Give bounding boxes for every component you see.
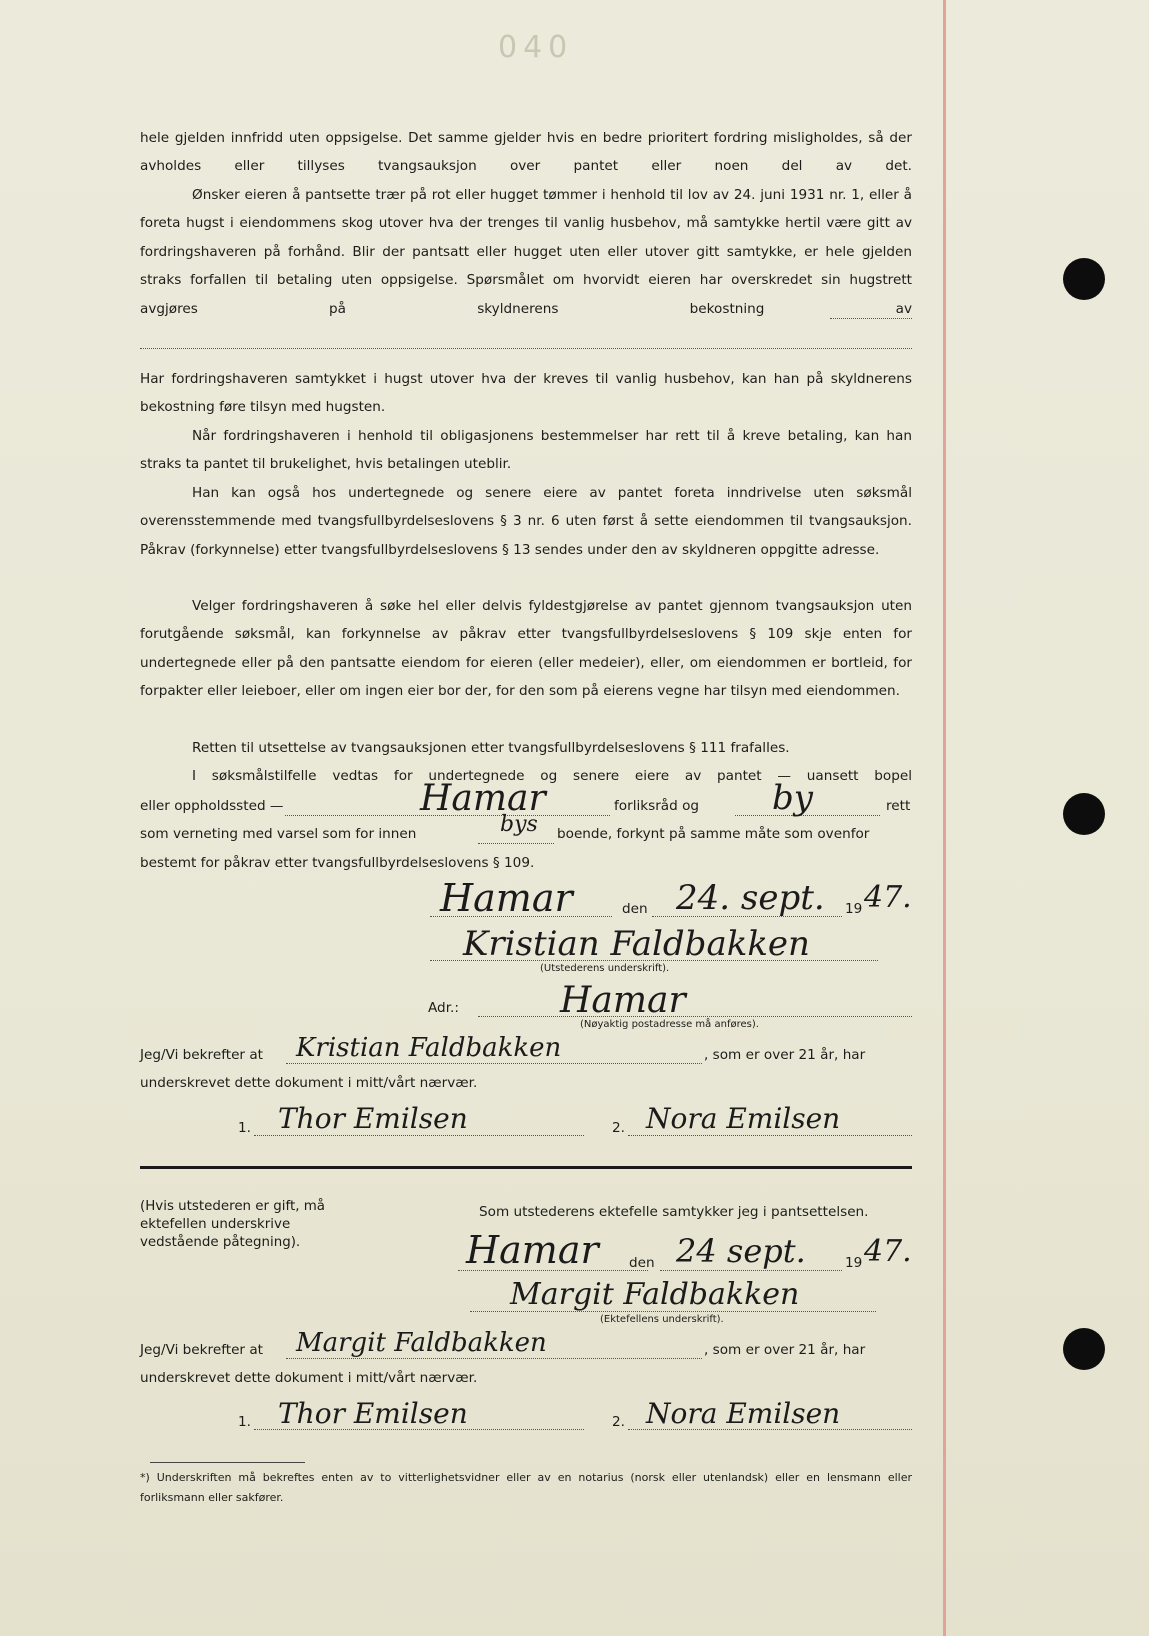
footnote: *) Underskriften må bekreftes enten av to vitterlighetsvidner eller av en notarius (norsk eller utenlandsk) eller en lensmann eller forliksmann eller sakfører. xyxy=(140,1471,912,1504)
spouse-year-prefix: 19 xyxy=(845,1255,863,1271)
witness1-name-handwriting: Kristian Faldbakken xyxy=(296,1033,562,1063)
dotted-fill-line xyxy=(660,1270,842,1271)
witness2-w2-handwriting: Nora Emilsen xyxy=(646,1397,841,1430)
punch-hole-icon xyxy=(1063,1328,1105,1370)
clause-supervision xyxy=(140,365,912,422)
venue-suffix: rett xyxy=(886,798,911,814)
venue-within-handwriting: bys xyxy=(500,812,538,837)
punch-hole-icon xyxy=(1063,258,1105,300)
paragraph: Retten til utsettelse av tvangsauksjonen etter tvangsfullbyrdelseslovens § 111 frafalles. xyxy=(192,740,790,756)
witness2-line2: underskrevet dette dokument i mitt/vårt nærvær. xyxy=(140,1370,478,1386)
witness2-w1-handwriting: Thor Emilsen xyxy=(278,1397,468,1430)
issuer-signature-caption: (Utstederens underskrift). xyxy=(540,963,670,974)
paragraph: Ønsker eieren å pantsette trær på rot eller hugget tømmer i henhold til lov av 24. juni 1931 nr. 1, eller å foreta hugst i eiendommens skog utover hva der trenges til vanlig husbehov, må samtykke hertil være gitt av fordringshaveren på forhånd. Blir der pantsatt eller hugget uten eller utover gitt samtykke, er hele gjelden straks forfallen til betaling uten oppsigelse. Spørsmålet om hvorvidt eieren har overskredet sin hugstrett avgjøres på skyldnerens bekostning av xyxy=(140,187,912,317)
spouse-place-handwriting: Hamar xyxy=(466,1228,599,1272)
witness1-n1: 1. xyxy=(238,1120,251,1136)
issuer-signature-handwriting: Kristian Faldbakken xyxy=(463,924,810,964)
venue-line2-a: som verneting med varsel som for innen xyxy=(140,826,417,842)
dotted-fill-line xyxy=(478,843,554,844)
spouse-date-handwriting: 24 sept. xyxy=(676,1232,806,1270)
witness2-n1: 1. xyxy=(238,1414,251,1430)
issuer-date-handwriting: 24. sept. xyxy=(676,878,825,918)
spouse-side-note: (Hvis utstederen er gift, må ektefellen underskrive vedstående påtegning). xyxy=(140,1199,326,1250)
dotted-fill-line xyxy=(830,318,912,319)
witness2-n2: 2. xyxy=(612,1414,625,1430)
paragraph: Velger fordringshaveren å søke hel eller delvis fyldestgjørelse av pantet gjennom tvangsauksjon uten forutgående søksmål, kan forkynnelse av påkrav etter tvangsfullbyrdelseslovens § 109 skje enten for undertegnede eller på den pantsatte eiendom for eieren (eller medeier), eller, om eiendommen er bortleid, for forpakter eller leieboer, eller om ingen eier bor der, for den som på eierens vegne har tilsyn med eiendommen. xyxy=(140,598,912,700)
paragraph: Har fordringshaveren samtykket i hugst utover hva der kreves til vanlig husbehov, kan han på skyldnerens bekostning føre tilsyn med hugsten. xyxy=(140,371,912,416)
punch-hole-icon xyxy=(1063,793,1105,835)
spouse-den: den xyxy=(629,1255,655,1271)
clause-default xyxy=(140,124,912,181)
witness2-suffix: , som er over 21 år, har xyxy=(704,1342,866,1358)
spouse-year-handwriting: 47. xyxy=(864,1234,912,1269)
dotted-fill-line xyxy=(140,348,912,349)
witness1-suffix: , som er over 21 år, har xyxy=(704,1047,866,1063)
paragraph: Når fordringshaveren i henhold til obligasjonens bestemmelser har rett til å kreve betaling, kan han straks ta pantet til brukelighet, hvis betalingen uteblir. xyxy=(140,428,912,473)
spouse-signature-caption: (Ektefellens underskrift). xyxy=(600,1314,724,1325)
margin-line xyxy=(943,0,946,1636)
clause-auction xyxy=(140,592,912,706)
spouse-signature-handwriting: Margit Faldbakken xyxy=(510,1277,800,1312)
venue-line2-b: boende, forkynt på samme måte som ovenfor xyxy=(557,826,870,842)
venue-line3: bestemt for påkrav etter tvangsfullbyrdelseslovens § 109. xyxy=(140,855,535,871)
dotted-fill-line xyxy=(628,1135,912,1136)
venue-place-handwriting: Hamar xyxy=(420,778,546,819)
dotted-fill-line xyxy=(286,1063,702,1064)
witness1-line2: underskrevet dette dokument i mitt/vårt nærvær. xyxy=(140,1075,478,1091)
dotted-fill-line xyxy=(478,1016,912,1017)
clause-postponement xyxy=(140,734,912,762)
venue-mid: forliksråd og xyxy=(614,798,700,814)
witness1-prefix: Jeg/Vi bekrefter at xyxy=(140,1047,264,1063)
witness1-w1-handwriting: Thor Emilsen xyxy=(278,1102,468,1135)
dotted-fill-line xyxy=(286,1358,702,1359)
paragraph: hele gjelden innfridd uten oppsigelse. Det samme gjelder hvis en bedre prioritert fordring misligholdes, så der avholdes eller tillyses tvangsauksjon over pantet eller noen del av det. xyxy=(140,130,912,175)
issuer-place-handwriting: Hamar xyxy=(440,876,573,920)
witness1-w2-handwriting: Nora Emilsen xyxy=(646,1102,841,1135)
paragraph: Han kan også hos undertegnede og senere eiere av pantet foreta inndrivelse uten søksmål overensstemmende med tvangsfullbyrdelseslovens § 3 nr. 6 uten først å sette eiendommen til tvangsauksjon. Påkrav (forkynnelse) etter tvangsfullbyrdelseslovens § 13 sendes under den av skyldneren oppgitte adresse. xyxy=(140,485,912,558)
spouse-consent: Som utstederens ektefelle samtykker jeg i pantsettelsen. xyxy=(479,1204,869,1220)
witness1-n2: 2. xyxy=(612,1120,625,1136)
clause-enforcement xyxy=(140,479,912,564)
clause-usufruct xyxy=(140,422,912,479)
footnote-rule xyxy=(150,1462,305,1463)
venue-prefix: eller oppholdssted — xyxy=(140,798,284,814)
witness2-prefix: Jeg/Vi bekrefter at xyxy=(140,1342,264,1358)
paragraph: I søksmålstilfelle vedtas for undertegnede og senere eiere av pantet — uansett bopel xyxy=(192,768,912,784)
issuer-year-handwriting: 47. xyxy=(864,880,912,915)
section-divider xyxy=(140,1166,912,1169)
venue-court-handwriting: by xyxy=(772,778,813,818)
clause-timber xyxy=(140,181,912,323)
issuer-den: den xyxy=(622,901,648,917)
adr-label: Adr.: xyxy=(428,1000,459,1016)
issuer-year-prefix: 19 xyxy=(845,901,863,917)
witness2-name-handwriting: Margit Faldbakken xyxy=(296,1328,547,1358)
dotted-fill-line xyxy=(254,1135,584,1136)
adr-handwriting: Hamar xyxy=(560,980,686,1021)
faint-stamp: 040 xyxy=(498,30,574,65)
adr-caption: (Nøyaktig postadresse må anføres). xyxy=(580,1019,759,1030)
